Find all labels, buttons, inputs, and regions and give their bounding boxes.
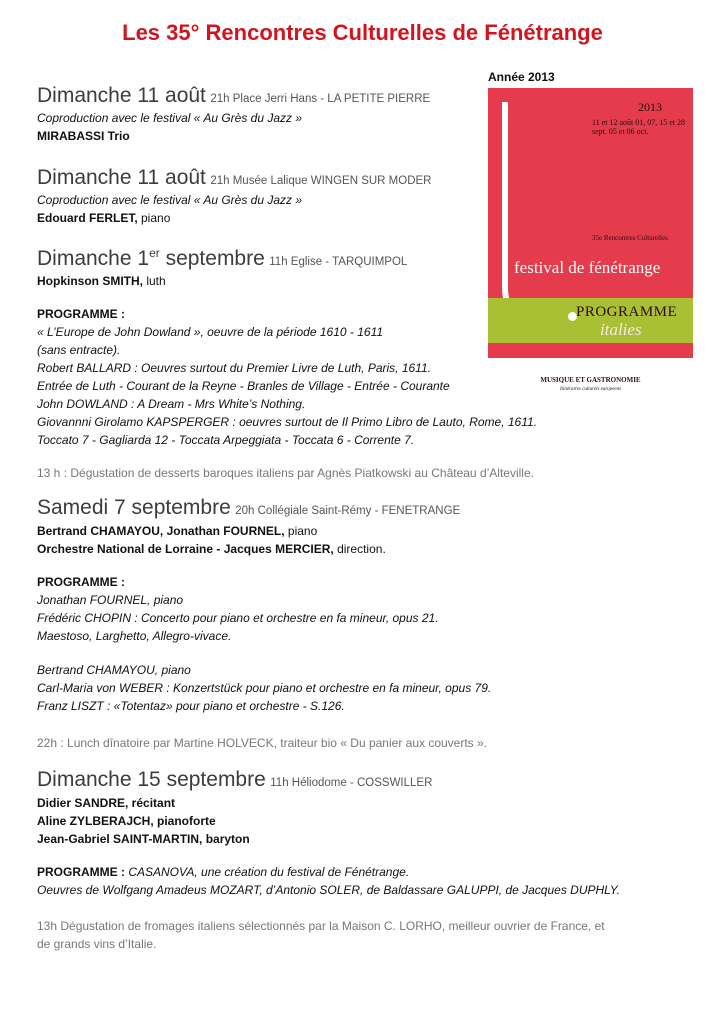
event-coprod: Coproduction avec le festival « Au Grès du Jazz »: [37, 193, 303, 207]
artist-name: Edouard FERLET,: [37, 211, 138, 225]
poster-italies: italies: [600, 320, 642, 339]
artist-role: direction.: [333, 542, 386, 556]
event-note: 22h : Lunch dînatoire par Martine HOLVECK, traiteur bio « Du panier aux couverts ».: [37, 736, 488, 750]
programme-line: Maestoso, Larghetto, Allegro-vivace.: [37, 629, 232, 643]
poster-itineraires: Itinéraires culturels européens: [559, 387, 622, 392]
event-info: 20h Collégiale Saint-Rémy - FENETRANGE: [235, 505, 461, 517]
programme-line: Carl-Maria von WEBER : Konzertstück pour piano et orchestre en fa mineur, opus 79.: [37, 681, 492, 695]
programme-label-text: PROGRAMME :: [37, 865, 125, 879]
programme-line: Entrée de Luth - Courant de la Reyne - Branles de Village - Entrée - Courante: [37, 379, 450, 393]
artist-name: Bertrand CHAMAYOU, Jonathan FOURNEL,: [37, 524, 285, 538]
programme-line: Giovannni Girolamo KAPSPERGER : oeuvres surtout de Il Primo Libro de Lauto, Rome, 1611.: [37, 415, 538, 429]
event-date-sup: er: [149, 246, 160, 260]
poster-year: 2013: [638, 100, 662, 114]
event-date: [37, 768, 432, 792]
event-note: 13 h : Dégustation de desserts baroques italiens par Agnès Piatkowski au Château d’Alteville.: [37, 466, 534, 480]
event-note: 13h Dégustation de fromages italiens sélectionnés par la Maison C. LORHO, meilleur ouvrier de France, et: [37, 919, 605, 933]
year-label: Année 2013: [488, 70, 555, 84]
artist-role: luth: [143, 274, 166, 288]
event-date-text: Dimanche 11 août: [37, 166, 206, 189]
artist-role: piano: [137, 211, 171, 225]
event-note: de grands vins d’Italie.: [37, 937, 157, 951]
poster-festival: festival de fénétrange: [514, 258, 661, 277]
event-date: [37, 166, 431, 190]
event-artist: Aline ZYLBERAJCH, pianoforte: [37, 814, 216, 828]
poster-decor-line: [502, 102, 508, 262]
programme-line: Robert BALLARD : Oeuvres surtout du Premier Livre de Luth, Paris, 1611.: [37, 361, 431, 375]
programme-label: PROGRAMME :: [37, 575, 125, 589]
programme-line: John DOWLAND : A Dream - Mrs White’s Nothing.: [37, 397, 306, 411]
event-date-rest: septembre: [159, 247, 265, 270]
event-artist: Jean-Gabriel SAINT-MARTIN, baryton: [37, 832, 250, 846]
programme-line: Franz LISZT : «Totentaz» pour piano et orchestre - S.126.: [37, 699, 345, 713]
programme-label: PROGRAMME :: [37, 307, 125, 321]
event-date-text: Dimanche 15 septembre: [37, 768, 266, 791]
programme-line: Frédéric CHOPIN : Concerto pour piano et orchestre en fa mineur, opus 21.: [37, 611, 439, 625]
event-date: [37, 496, 460, 520]
poster-dates: 11 et 12 août 01, 07, 15 et 28 sept. 05 et 06 oct.: [592, 118, 686, 136]
event-artist: [37, 541, 386, 557]
event-date: [37, 246, 407, 271]
event-date-text: Samedi 7 septembre: [37, 496, 231, 519]
programme-line: Oeuvres de Wolfgang Amadeus MOZART, d’Antonio SOLER, de Baldassare GALUPPI, de Jacques DUPHLY.: [37, 883, 620, 897]
event-date-text: Dimanche 11 août: [37, 84, 206, 107]
event-coprod: Coproduction avec le festival « Au Grès du Jazz »: [37, 111, 303, 125]
programme-line: Toccato 7 - Gagliarda 12 - Toccata Arpeggiata - Toccata 6 - Corrente 7.: [37, 433, 415, 447]
programme-line: Bertrand CHAMAYOU, piano: [37, 663, 191, 677]
festival-poster: [488, 88, 693, 404]
artist-name: Orchestre National de Lorraine - Jacques MERCIER,: [37, 542, 334, 556]
programme-inline: CASANOVA, une création du festival de Fénétrange.: [125, 865, 410, 879]
programme-line: Jonathan FOURNEL, piano: [37, 593, 184, 607]
artist-name: Hopkinson SMITH,: [37, 274, 143, 288]
event-artist: MIRABASSI Trio: [37, 129, 130, 143]
event-artist: Didier SANDRE, récitant: [37, 796, 176, 810]
event-artist: [37, 523, 317, 539]
event-artist: [37, 273, 166, 289]
event-date: [37, 84, 430, 108]
event-date-text: Dimanche 1: [37, 247, 150, 270]
event-info: 21h Musée Lalique WINGEN SUR MODER: [210, 175, 432, 187]
event-artist: [37, 210, 170, 226]
programme-line: « L’Europe de John Dowland », oeuvre de la période 1610 - 1611: [37, 325, 384, 339]
poster-rencontres: 35e Rencontres Culturelles: [592, 234, 668, 242]
event-info: 21h Place Jerri Hans - LA PETITE PIERRE: [210, 93, 431, 105]
event-info: 11h Héliodome - COSSWILLER: [270, 777, 433, 789]
page-title: Les 35° Rencontres Culturelles de Fénétrange: [122, 20, 603, 45]
programme-label: [37, 864, 409, 880]
event-info: 11h Eglise - TARQUIMPOL: [269, 256, 408, 268]
poster-musique: MUSIQUE ET GASTRONOMIE: [540, 376, 641, 384]
programme-line: (sans entracte).: [37, 343, 121, 357]
poster-programme: PROGRAMME: [576, 304, 678, 320]
artist-role: piano: [284, 524, 318, 538]
